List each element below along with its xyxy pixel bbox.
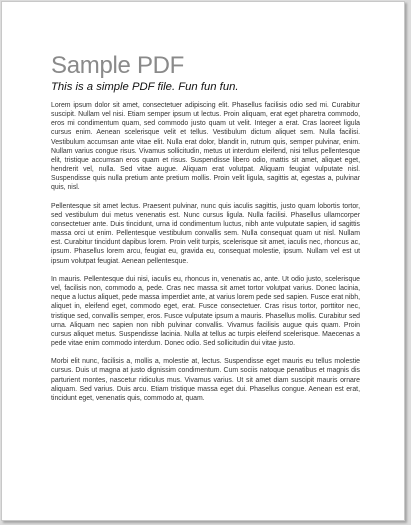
- document-subtitle: This is a simple PDF file. Fun fun fun.: [51, 81, 239, 93]
- body-paragraph: Lorem ipsum dolor sit amet, consectetuer adipiscing elit. Phasellus facilisis odio sed mi. Curabitur suscipit. Nullam vel nisi. Etiam semper ipsum ut lectus. Proin aliquam, erat eget pharetra commodo, eros mi condimentum quam, sed commodo justo quam ut velit. Integer a erat. Cras laoreet ligula cursus enim. Aenean scelerisque velit et tellus. Vestibulum dictum aliquet sem. Nulla facilisi. Vestibulum accumsan ante vitae elit. Nulla erat dolor, blandit in, rutrum quis, semper pulvinar, enim. Nullam varius congue risus. Vivamus sollicitudin, metus ut interdum eleifend, nisi tellus pellentesque elit, tristique accumsan eros quam et risus. Suspendisse libero odio, mattis sit amet, aliquet eget, hendrerit vel, nulla. Sed vitae augue. Aliquam erat volutpat. Aliquam feugiat vulputate nisl. Suspendisse quis nulla pretium ante pretium mollis. Proin velit ligula, sagittis at, egestas a, pulvinar quis, nisl.: [51, 102, 360, 192]
- body-paragraph: In mauris. Pellentesque dui nisi, iaculis eu, rhoncus in, venenatis ac, ante. Ut odio justo, scelerisque vel, facilisis non, commodo a, pede. Cras nec massa sit amet tortor volutpat varius. Donec lacinia, neque a luctus aliquet, pede massa imperdiet ante, at varius lorem pede sed sapien. Fusce erat nibh, aliquet in, eleifend eget, commodo eget, erat. Fusce consectetuer. Cras risus tortor, porttitor nec, tristique sed, convallis semper, eros. Fusce vulputate ipsum a mauris. Phasellus mollis. Curabitur sed urna. Aliquam nec sapien non nibh pulvinar convallis. Vivamus facilisis augue quis quam. Proin cursus aliquet metus. Suspendisse lacinia. Nulla at tellus ac turpis eleifend scelerisque. Maecenas a pede vitae enim commodo interdum. Donec odio. Sed sollicitudin dui vitae justo.: [51, 275, 360, 348]
- body-paragraph: Morbi elit nunc, facilisis a, mollis a, molestie at, lectus. Suspendisse eget mauris eu tellus molestie cursus. Duis ut magna at justo dignissim condimentum. Cum sociis natoque penatibus et magnis dis parturient montes, nascetur ridiculus mus. Vivamus varius. Ut sit amet diam suscipit mauris ornare aliquam. Sed varius. Duis arcu. Etiam tristique massa eget dui. Phasellus congue. Aenean est erat, tincidunt eget, venenatis quis, commodo at, quam.: [51, 358, 360, 402]
- pdf-page: [1, 1, 405, 521]
- document-body: [51, 101, 360, 412]
- body-paragraph: Pellentesque sit amet lectus. Praesent pulvinar, nunc quis iaculis sagittis, justo quam lobortis tortor, sed vestibulum dui metus venenatis est. Nunc cursus ligula. Nulla facilisi. Phasellus ullamcorper consectetuer ante. Duis tincidunt, urna id condimentum luctus, nibh ante vulputate sapien, id sagittis massa orci ut enim. Pellentesque vestibulum convallis sem. Nulla consequat quam ut nisl. Nullam est. Curabitur tincidunt dapibus lorem. Proin velit turpis, scelerisque sit amet, iaculis nec, rhoncus ac, ipsum. Phasellus lorem arcu, feugiat eu, gravida eu, consequat molestie, ipsum. Nullam vel est ut ipsum volutpat feugiat. Aenean pellentesque.: [51, 202, 360, 265]
- document-title: Sample PDF: [51, 52, 185, 79]
